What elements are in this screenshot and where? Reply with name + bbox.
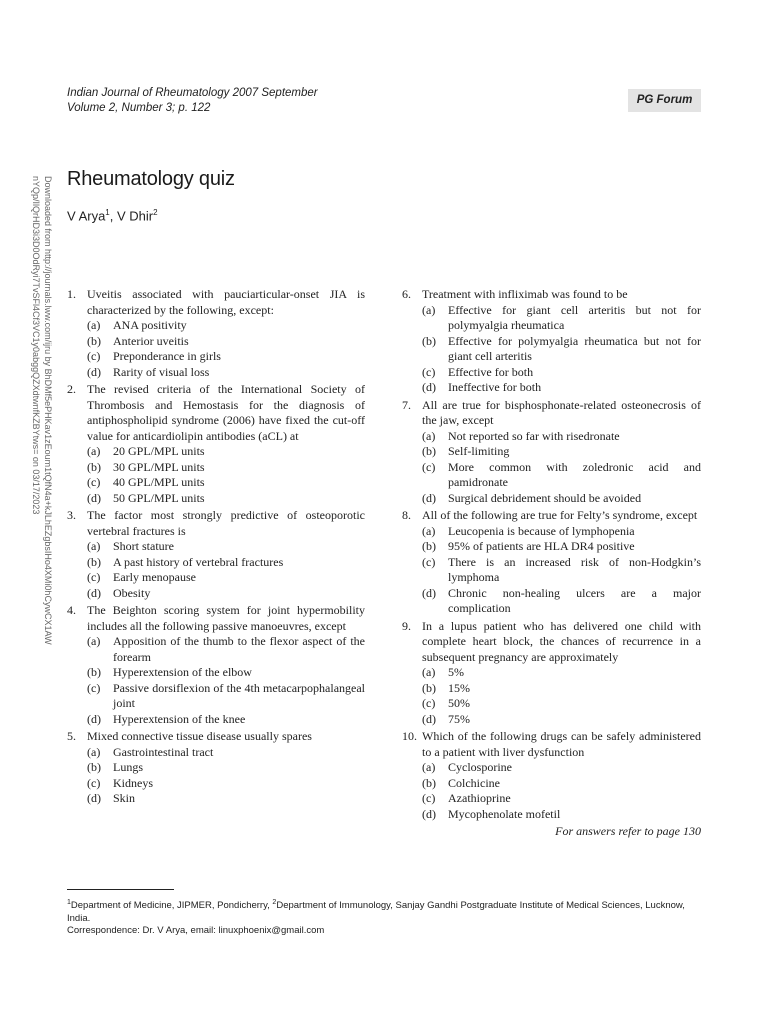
journal-name-line: Indian Journal of Rheumatology 2007 September (67, 87, 318, 99)
answer-option (422, 776, 701, 792)
author-affiliation-mark: 1 (105, 208, 110, 217)
question-number: 4. (67, 603, 76, 617)
option-text: Hyperextension of the elbow (113, 665, 252, 679)
option-text: Obesity (113, 585, 151, 600)
option-label: (a) (422, 428, 436, 443)
option-text: 15% (448, 680, 470, 695)
option-text: 20 GPL/MPL units (113, 444, 205, 458)
option-label: (c) (87, 349, 101, 363)
option-label: (b) (422, 680, 436, 695)
answer-option (422, 696, 701, 712)
option-text: Azathioprine (448, 791, 511, 805)
option-label: (c) (422, 791, 436, 805)
watermark-line-1: Downloaded from http://journals.lww.com/ijru by BhDMf5ePHKav1zEoum1tQfN4a+kJLhEZgbsIHo4XMi0hCywCX1AW (43, 176, 53, 645)
option-label: (d) (87, 585, 101, 600)
quiz-question (67, 508, 365, 601)
answer-option (87, 460, 365, 476)
answer-option (87, 760, 365, 776)
option-label: (a) (87, 539, 101, 553)
option-label: (b) (422, 333, 436, 348)
footnotes (67, 897, 701, 938)
quiz-question (67, 603, 365, 727)
question-text: The Beighton scoring system for joint hypermobility includes all the following passive manoeuvres, except (87, 603, 365, 633)
answer-option (87, 555, 365, 571)
question-number: 9. (402, 618, 411, 633)
option-label: (a) (422, 665, 436, 679)
option-text: Lungs (113, 760, 143, 774)
answer-option (87, 365, 365, 381)
question-number: 7. (402, 397, 411, 412)
answer-option (87, 634, 365, 665)
option-text: Not reported so far with risedronate (448, 428, 620, 443)
option-text: Passive dorsiflexion of the 4th metacarpophalangeal joint (113, 680, 365, 710)
answer-option (87, 349, 365, 365)
option-label: (b) (87, 760, 101, 774)
answer-option (422, 665, 701, 681)
answer-option (87, 318, 365, 334)
option-text: Kidneys (113, 775, 153, 790)
answer-option (422, 444, 701, 460)
option-text: Self-limiting (448, 444, 510, 458)
answer-option (87, 712, 365, 728)
question-number: 6. (402, 287, 411, 301)
option-label: (b) (87, 459, 101, 474)
option-label: (b) (422, 444, 436, 458)
option-label: (d) (87, 791, 101, 805)
option-text: Surgical debridement should be avoided (448, 490, 642, 505)
answer-option (87, 475, 365, 491)
answer-option (422, 460, 701, 491)
answer-option (422, 791, 701, 807)
questions-left-column (67, 287, 365, 809)
footnote-mark: 1 (67, 899, 71, 906)
correspondence: Correspondence: Dr. V Arya, email: linuxphoenix@gmail.com (67, 925, 325, 937)
option-text: Effective for giant cell arteritis but not for polymyalgia rheumatica (448, 302, 701, 332)
answer-option (422, 365, 701, 381)
question-text: Which of the following drugs can be safely administered to a patient with liver dysfunction (422, 729, 701, 759)
question-number: 3. (67, 508, 76, 522)
question-number: 2. (67, 382, 76, 396)
option-label: (c) (422, 459, 436, 474)
answers-reference: For answers refer to page 130 (555, 824, 701, 838)
question-text: The factor most strongly predictive of osteoporotic vertebral fractures is (87, 508, 365, 538)
option-label: (d) (87, 711, 101, 726)
question-text: The revised criteria of the International Society of Thrombosis and Hemostasis for the diagnosis of antiphospholipid syndrome (2006) have fixed the cut-off value for anticardiolipin antibodies (aCL) at (87, 382, 365, 443)
option-text: 30 GPL/MPL units (113, 459, 205, 474)
option-text: Effective for polymyalgia rheumatica but not for giant cell arteritis (448, 333, 701, 363)
answer-option (422, 555, 701, 586)
option-label: (b) (87, 554, 101, 569)
question-text: Treatment with infliximab was found to be (422, 287, 628, 301)
answer-option (422, 586, 701, 617)
quiz-question (402, 287, 701, 396)
quiz-question (402, 619, 701, 728)
option-text: 40 GPL/MPL units (113, 475, 205, 489)
answer-option (422, 380, 701, 396)
option-label: (a) (87, 318, 101, 332)
option-text: Chronic non-healing ulcers are a major complication (448, 585, 701, 615)
answer-option (87, 334, 365, 350)
option-label: (c) (422, 696, 436, 710)
option-label: (d) (87, 364, 101, 379)
download-watermark (24, 176, 62, 676)
answer-option (422, 681, 701, 697)
quiz-question (67, 287, 365, 380)
affiliations (67, 897, 701, 925)
questions-right-column (402, 287, 701, 840)
question-text: All are true for bisphosphonate-related osteonecrosis of the jaw, except (422, 397, 701, 427)
option-text: A past history of vertebral fractures (113, 554, 284, 569)
option-label: (a) (422, 760, 436, 774)
option-label: (a) (422, 302, 436, 317)
answer-option (87, 491, 365, 507)
option-text: Mycophenolate mofetil (448, 806, 561, 821)
author-affiliation-mark: 2 (153, 208, 158, 217)
question-number: 5. (67, 729, 76, 743)
option-text: Hyperextension of the knee (113, 711, 246, 726)
answer-option (422, 539, 701, 555)
option-label: (a) (87, 444, 101, 458)
option-label: (c) (87, 475, 101, 489)
option-label: (d) (87, 490, 101, 505)
option-label: (b) (87, 333, 101, 348)
option-text: Colchicine (448, 775, 500, 790)
option-text: Effective for both (448, 364, 534, 379)
option-text: ANA positivity (113, 318, 187, 332)
answer-option (422, 807, 701, 823)
option-label: (c) (422, 364, 436, 379)
option-text: 95% of patients are HLA DR4 positive (448, 539, 635, 553)
answer-option (87, 444, 365, 460)
question-number: 1. (67, 287, 76, 301)
answer-option (422, 760, 701, 776)
question-number: 8. (402, 508, 411, 522)
option-text: More common with zoledronic acid and pamidronate (448, 459, 701, 489)
option-text: Skin (113, 791, 136, 805)
option-text: Ineffective for both (448, 380, 542, 394)
option-label: (a) (87, 744, 101, 759)
option-text: Leucopenia is because of lymphopenia (448, 523, 635, 538)
answer-option (422, 303, 701, 334)
answer-option (87, 776, 365, 792)
option-text: There is an increased risk of non-Hodgkin’s lymphoma (448, 554, 701, 584)
question-text: Mixed connective tissue disease usually spares (87, 729, 312, 743)
footnote-rule (67, 889, 174, 890)
quiz-question (402, 398, 701, 507)
option-label: (c) (87, 775, 101, 790)
option-label: (c) (87, 570, 101, 584)
affiliation-1: Department of Medicine, JIPMER, Pondicherry, (70, 900, 273, 912)
option-label: (c) (422, 554, 436, 569)
author-separator: , (109, 208, 117, 224)
answer-option (87, 791, 365, 807)
option-text: Early menopause (113, 570, 196, 584)
question-text: All of the following are true for Felty’s syndrome, except (422, 508, 698, 522)
answer-option (87, 745, 365, 761)
journal-volume-line: Volume 2, Number 3; p. 122 (67, 102, 211, 114)
quiz-question (67, 382, 365, 506)
question-number: 10. (402, 729, 417, 743)
option-text: Cyclosporine (448, 760, 512, 774)
affiliation-2: Department of Immunology, Sanjay Gandhi Postgraduate Institute of Medical Sciences, Lucknow, India. (67, 900, 685, 924)
footnote-mark: 2 (272, 899, 277, 906)
question-text: Uveitis associated with pauciarticular-onset JIA is characterized by the following, except: (87, 287, 365, 317)
option-text: Gastrointestinal tract (113, 744, 214, 759)
option-text: 75% (448, 711, 470, 726)
answer-option (422, 429, 701, 445)
option-label: (a) (87, 634, 101, 648)
quiz-question (402, 729, 701, 822)
option-label: (d) (422, 380, 436, 394)
answer-option (422, 491, 701, 507)
answer-option (87, 681, 365, 712)
option-text: Preponderance in girls (113, 349, 221, 363)
answer-option (422, 524, 701, 540)
quiz-question (402, 508, 701, 617)
author-list (67, 208, 158, 223)
answer-option (87, 586, 365, 602)
option-label: (c) (87, 680, 101, 695)
answer-option (422, 334, 701, 365)
option-label: (d) (422, 490, 436, 505)
question-text: In a lupus patient who has delivered one child with complete heart block, the chances of recurrence in a subsequent pregnancy are approximately (422, 618, 701, 664)
option-text: 5% (448, 665, 464, 679)
answer-option (87, 539, 365, 555)
option-label: (b) (422, 775, 436, 790)
answer-option (87, 570, 365, 586)
option-label: (d) (422, 585, 436, 600)
option-text: 50 GPL/MPL units (113, 490, 205, 505)
option-label: (b) (87, 665, 101, 679)
option-label: (a) (422, 523, 436, 538)
option-text: 50% (448, 696, 470, 710)
option-label: (b) (422, 539, 436, 553)
section-badge: PG Forum (628, 89, 701, 112)
option-text: Anterior uveitis (113, 333, 189, 348)
answer-option (422, 712, 701, 728)
author-name: V Dhir (116, 208, 154, 224)
option-label: (d) (422, 711, 436, 726)
option-text: Rarity of visual loss (113, 364, 210, 379)
journal-citation (67, 86, 318, 116)
answer-option (87, 665, 365, 681)
article-title: Rheumatology quiz (67, 168, 235, 190)
option-text: Short stature (113, 539, 174, 553)
watermark-line-2: nYQp/IlQrHD3i3D0OdRyi7TvSFl4Cf3VC1y0abggQZXdtwnfKZBYtws= on 03/17/2023 (31, 176, 41, 515)
option-label: (d) (422, 806, 436, 821)
author-name: V Arya (67, 208, 106, 224)
option-text: Apposition of the thumb to the flexor aspect of the forearm (113, 634, 365, 664)
quiz-question (67, 729, 365, 807)
